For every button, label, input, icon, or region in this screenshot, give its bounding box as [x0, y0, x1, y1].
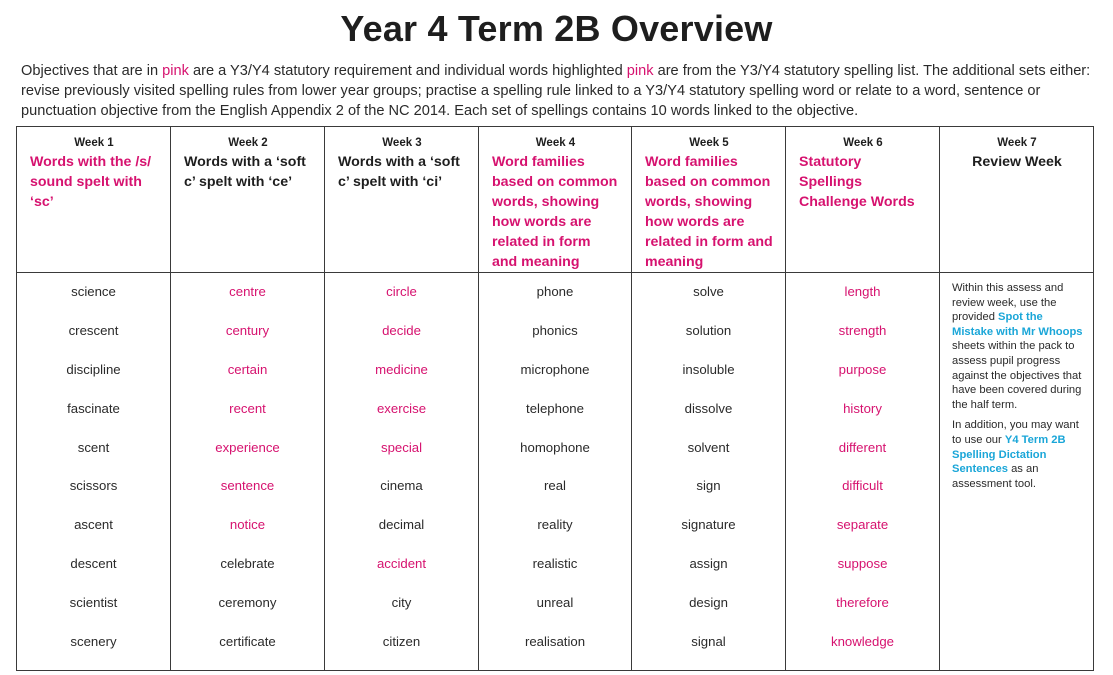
- week-label: Week 4: [535, 137, 576, 149]
- spelling-word: notice: [229, 517, 266, 533]
- week-objective: Statutory Spellings Challenge Words: [799, 154, 915, 210]
- spelling-word: decimal: [378, 517, 425, 533]
- spelling-word: ceremony: [218, 595, 277, 611]
- spot-the-mistake-link[interactable]: Spot the Mistake with Mr Whoops: [952, 311, 1083, 338]
- spelling-word: signal: [691, 634, 726, 650]
- spelling-word: suppose: [837, 556, 888, 572]
- intro-text-3: are from the Y3/Y4 statutory spelling list. The additional sets either: revise previously visited spelling rules from lower year groups; practise a spelling rule linked to a Y3/Y4 statutory spelling word or relate to a word, sentence or punctuation objective from the English Appendix 2 of the NC 2014. Each set of spellings contains 10 words linked to the objective.: [21, 63, 1091, 119]
- spelling-word: telephone: [526, 400, 584, 416]
- spelling-word: experience: [215, 439, 280, 455]
- word-list-cell: [786, 273, 940, 671]
- intro-paragraph: [21, 61, 1093, 121]
- week-label: Week 5: [689, 137, 729, 149]
- word-list: [786, 273, 939, 670]
- spelling-word: recent: [229, 400, 266, 416]
- week-label: Week 3: [382, 137, 422, 149]
- word-list: [632, 273, 785, 670]
- spelling-word: history: [843, 400, 882, 416]
- week-header-cell: [479, 127, 632, 273]
- week-objective: Word families based on common words, showing how words are related in form and meaning: [645, 154, 773, 270]
- overview-table: [16, 126, 1094, 671]
- spelling-word: solve: [693, 284, 724, 299]
- review-text: Within this assess and review week, use the provided: [952, 282, 1064, 324]
- spelling-word: certificate: [219, 634, 276, 650]
- spelling-word: century: [225, 322, 270, 338]
- word-list-cell: [325, 273, 479, 671]
- intro-text-2: are a Y3/Y4 statutory requirement and individual words highlighted: [188, 63, 627, 79]
- spelling-word: realisation: [524, 634, 586, 650]
- spelling-word: accident: [376, 556, 427, 572]
- word-list-cell: [171, 273, 325, 671]
- week-objective: Review Week: [972, 154, 1062, 170]
- spelling-word: assign: [689, 556, 728, 572]
- review-paragraph-2: [952, 418, 1085, 491]
- spelling-word: dissolve: [684, 400, 733, 416]
- week-objective: Word families based on common words, showing how words are related in form and meaning: [492, 154, 618, 270]
- spelling-word: separate: [836, 517, 889, 533]
- spelling-word: ascent: [74, 517, 113, 533]
- spelling-word: medicine: [375, 361, 428, 377]
- spelling-word: realistic: [532, 556, 578, 572]
- week-header-cell: [171, 127, 325, 273]
- spelling-word: design: [689, 595, 728, 611]
- review-paragraph-1: [952, 281, 1085, 412]
- week-objective: Words with a ‘soft c’ spelt with ‘ci’: [338, 154, 460, 190]
- spelling-word: strength: [838, 322, 887, 338]
- review-text: as an assessment tool.: [952, 463, 1039, 490]
- spelling-word: homophone: [520, 439, 590, 455]
- week-label: Week 7: [997, 137, 1037, 149]
- word-list: [171, 273, 324, 670]
- intro-pink-1: pink: [162, 63, 189, 79]
- spelling-word: insoluble: [682, 361, 735, 377]
- spelling-word: cinema: [380, 478, 423, 494]
- spelling-word: purpose: [838, 361, 887, 377]
- spelling-word: sentence: [220, 478, 275, 494]
- word-list-cell: [632, 273, 786, 671]
- review-text: In addition, you may want to use our: [952, 419, 1079, 446]
- week-header-cell: [17, 127, 171, 273]
- spelling-word: solvent: [687, 439, 730, 455]
- spelling-word: real: [544, 478, 566, 494]
- week-objective: Words with the /s/ sound spelt with ‘sc’: [30, 154, 152, 210]
- spelling-word: citizen: [382, 634, 421, 650]
- spelling-word: decide: [382, 322, 421, 338]
- spelling-word: certain: [227, 361, 268, 377]
- spelling-word: difficult: [842, 478, 883, 494]
- word-list: [325, 273, 478, 670]
- week-header-cell: [786, 127, 940, 273]
- review-text: sheets within the pack to assess pupil progress against the objectives that have been covered during the half term.: [952, 340, 1082, 411]
- spelling-word: unreal: [536, 595, 574, 611]
- word-list-cell: [479, 273, 632, 671]
- spelling-word: exercise: [376, 400, 427, 416]
- spelling-word: science: [71, 284, 116, 299]
- week-header-cell: [632, 127, 786, 273]
- intro-pink-2: pink: [626, 63, 654, 79]
- spelling-word: signature: [681, 517, 736, 533]
- spelling-word: discipline: [66, 361, 121, 377]
- header-row: [17, 127, 1094, 273]
- spelling-word: city: [391, 595, 412, 611]
- review-notes-cell: [940, 273, 1094, 671]
- words-row: [17, 273, 1094, 671]
- intro-text-1: Objectives that are in: [21, 63, 163, 79]
- spelling-word: fascinate: [67, 400, 120, 416]
- word-list: [17, 273, 170, 670]
- week-label: Week 1: [74, 137, 114, 149]
- spelling-word: centre: [229, 284, 266, 299]
- spelling-word: crescent: [68, 322, 119, 338]
- week-header-cell: [940, 127, 1094, 273]
- review-notes: [940, 273, 1093, 491]
- page-title: Year 4 Term 2B Overview: [340, 8, 773, 49]
- dictation-sentences-link[interactable]: Y4 Term 2B Spelling Dictation Sentences: [952, 433, 1066, 476]
- spelling-word: phonics: [532, 322, 578, 338]
- spelling-word: different: [838, 439, 887, 455]
- spelling-word: solution: [685, 322, 732, 338]
- spelling-word: scenery: [70, 634, 117, 650]
- spelling-word: therefore: [836, 595, 889, 611]
- word-list-cell: [17, 273, 171, 671]
- word-list: [479, 273, 631, 670]
- spelling-word: scientist: [69, 595, 118, 611]
- week-label: Week 2: [228, 137, 268, 149]
- week-objective: Words with a ‘soft c’ spelt with ‘ce’: [184, 154, 306, 190]
- spelling-word: special: [380, 439, 423, 455]
- spelling-word: celebrate: [220, 556, 275, 572]
- spelling-word: sign: [696, 478, 721, 494]
- spelling-word: descent: [70, 556, 117, 572]
- week-label: Week 6: [843, 137, 883, 149]
- spelling-word: phone: [536, 284, 574, 299]
- spelling-word: knowledge: [830, 634, 895, 650]
- spelling-word: scissors: [69, 478, 118, 494]
- spelling-word: reality: [537, 517, 573, 533]
- spelling-word: length: [844, 284, 881, 299]
- spelling-word: circle: [386, 284, 417, 299]
- week-header-cell: [325, 127, 479, 273]
- spelling-word: scent: [77, 439, 110, 455]
- spelling-word: microphone: [520, 361, 590, 377]
